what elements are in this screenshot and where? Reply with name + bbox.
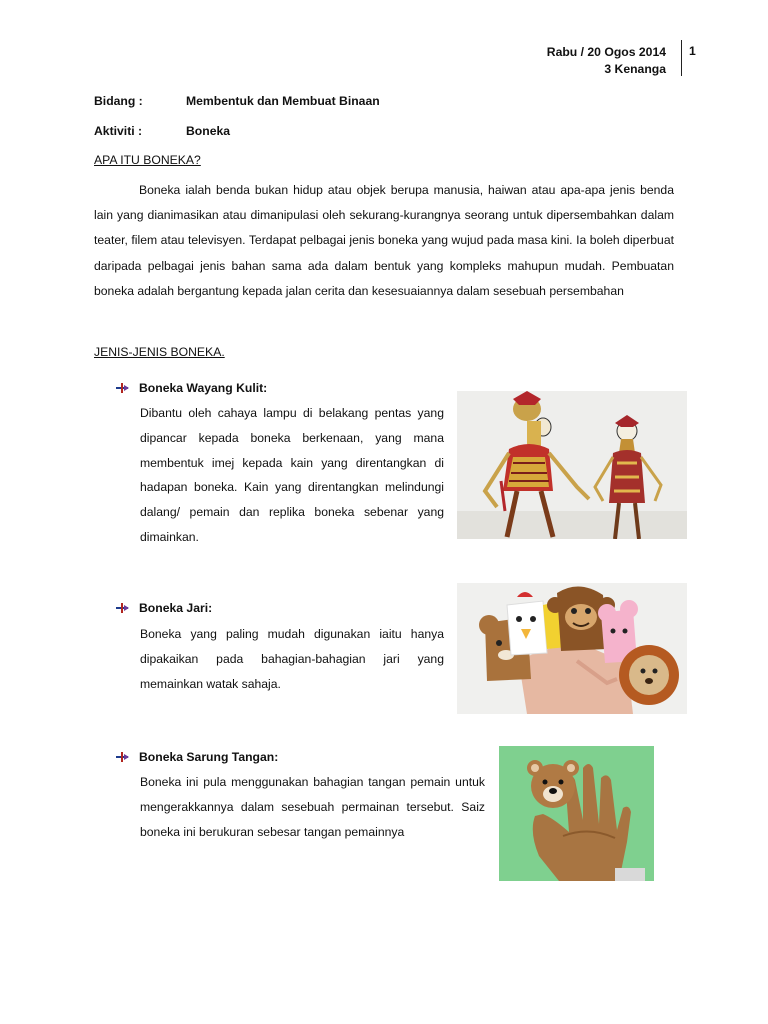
list-item-sarung-tangan-title [116,750,278,764]
field-aktiviti [94,124,230,138]
field-value: Boneka [186,124,231,138]
list-item-wayang-kulit-title [116,381,267,395]
wayang-kulit-image [457,391,687,539]
arrow-bullet-icon [116,752,130,762]
intro-paragraph [94,178,674,304]
section-heading-apa-itu-boneka: APA ITU BONEKA? [94,153,201,167]
field-value: Membentuk dan Membuat Binaan [186,94,380,108]
item-title: Boneka Sarung Tangan: [139,750,279,764]
field-bidang [94,94,380,108]
list-item-boneka-jari-text: Boneka yang paling mudah digunakan iaitu hanya dipakaikan pada bahagian-bahagian jari yang memainkan watak sahaja. [140,627,444,691]
header-divider [681,40,682,76]
list-item-wayang-kulit-text: Dibantu oleh cahaya lampu di belakang pentas yang dipancar kepada boneka berkenaan, yang mana membentuk imej kepada kain yang direntangkan di hadapan boneka. Kain yang direntangkan melindungi dalang/ pemain dan replika boneka sebenar yang dimainkan. [140,406,444,544]
page-number: 1 [689,44,696,58]
intro-paragraph-text: Boneka ialah benda bukan hidup atau objek berupa manusia, haiwan atau apa-apa jenis benda lain yang dianimasikan atau dimanipulasi oleh sekurang-kurangnya seorang untuk dipersembahkan dalam teater, filem atau televisyen. Terdapat pelbagai jenis boneka yang wujud pada masa kini. Ia boleh diperbuat daripada pelbagai jenis bahan sama ada dalam bentuk yang kompleks mahupun mudah. Pembuatan boneka adalah bergantung kepada jalan cerita dan kesesuaiannya dalam sesebuah persembahan [94,183,674,298]
arrow-bullet-icon [116,603,130,613]
arrow-bullet-icon [116,383,130,393]
list-item-sarung-tangan-text: Boneka ini pula menggunakan bahagian tangan pemain untuk mengerakkannya dalam sesebuah permainan tersebut. Saiz boneka ini berukuran sebesar tangan pemainnya [140,775,485,839]
list-item-boneka-jari-title [116,601,212,615]
field-label: Bidang : [94,94,143,108]
header-class: 3 Kenanga [604,62,666,76]
header-date: Rabu / 20 Ogos 2014 [546,45,666,59]
field-label: Aktiviti : [94,124,143,138]
finger-puppets-image [457,583,687,714]
section-heading-jenis-boneka: JENIS-JENIS BONEKA. [94,345,225,359]
item-title: Boneka Jari: [139,601,213,615]
document-header [547,44,674,78]
glove-puppet-image [499,746,654,881]
item-title: Boneka Wayang Kulit: [139,381,268,395]
